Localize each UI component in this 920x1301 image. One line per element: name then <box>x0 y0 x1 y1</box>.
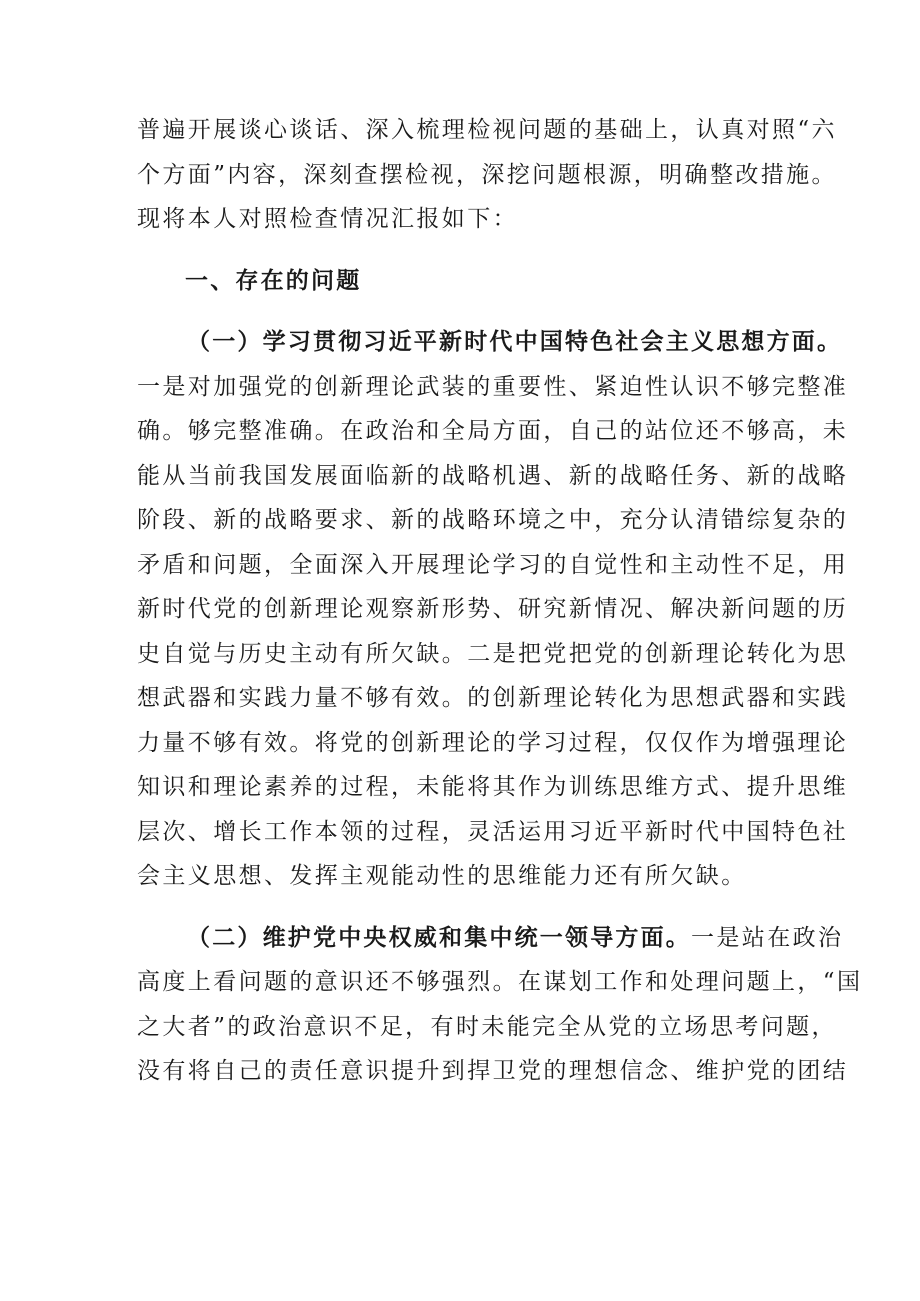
document-body <box>137 108 863 1094</box>
subsection-1-line: 矛盾和问题，全面深入开展理论学习的自觉性和主动性不足，用 <box>137 551 849 578</box>
subsection-1-line: 想武器和实践力量不够有效。的创新理论转化为思想武器和实践 <box>137 685 849 711</box>
subsection-1-line: 层次、增长工作本领的过程，灵活运用习近平新时代中国特色社 <box>137 818 849 845</box>
subsection-2-line: 之大者”的政治意识不足，有时未能完全从党的立场思考问题， <box>137 1013 837 1040</box>
subsection-1-line: 能从当前我国发展面临新的战略机遇、新的战略任务、新的战略 <box>137 462 849 489</box>
subsection-1-line: 史自觉与历史主动有所欠缺。二是把党把党的创新理论转化为思 <box>137 640 849 667</box>
subsection-1-line: 一是对加强党的创新理论武装的重要性、紧迫性认识不够完整准 <box>137 373 849 400</box>
subsection-2-line: 没有将自己的责任意识提升到捍卫党的理想信念、维护党的团结 <box>137 1058 849 1084</box>
intro-line-3: 现将本人对照检查情况汇报如下： <box>137 206 518 232</box>
subsection-1-line: 会主义思想、发挥主观能动性的思维能力还有所欠缺。 <box>137 863 747 889</box>
intro-line-1: 普遍开展谈心谈话、深入梳理检视问题的基础上，认真对照“六 <box>137 117 837 143</box>
subsection-1-heading: （一）学习贯彻习近平新时代中国特色社会主义思想方面。 <box>187 329 843 355</box>
subsection-1-line: 阶段、新的战略要求、新的战略环境之中，充分认清错综复杂的 <box>137 507 849 533</box>
intro-line-2: 个方面”内容，深刻查摆检视，深挖问题根源，明确整改措施。 <box>137 161 837 188</box>
subsection-2-heading: （二）维护党中央权威和集中统一领导方面。 <box>187 924 691 951</box>
subsection-1-line: 确。够完整准确。在政治和全局方面，自己的站位还不够高，未 <box>137 418 849 444</box>
subsection-2-line: 高度上看问题的意识还不够强烈。在谋划工作和处理问题上，“国 <box>137 969 863 995</box>
subsection-1-line: 力量不够有效。将党的创新理论的学习过程，仅仅作为增强理论 <box>137 729 849 756</box>
subsection-1-line: 新时代党的创新理论观察新形势、研究新情况、解决新问题的历 <box>137 596 849 622</box>
subsection-1-line: 知识和理论素养的过程，未能将其作为训练思维方式、提升思维 <box>137 774 849 800</box>
section-heading: 一、存在的问题 <box>185 267 362 294</box>
subsection-2-first-line-rest: 一是站在政治 <box>691 924 844 951</box>
subsection-2-first-line <box>137 916 844 961</box>
